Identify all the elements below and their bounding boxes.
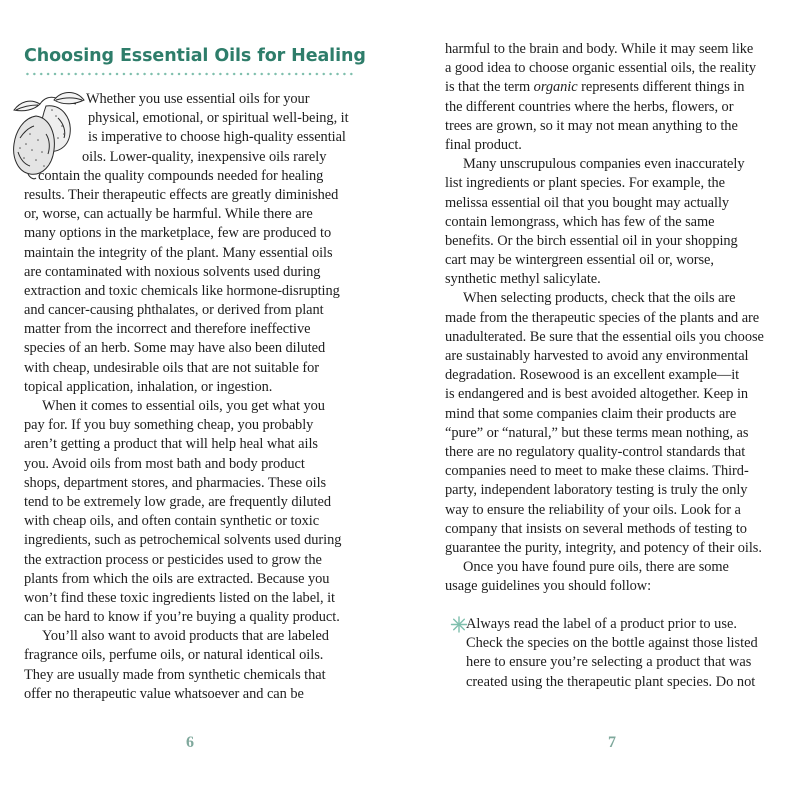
text-line: topical application, inhalation, or ingestion. bbox=[24, 378, 273, 395]
text-line: shops, department stores, and pharmacies. These oils bbox=[24, 474, 327, 491]
text-line: and cancer-causing phthalates, or derived from plant bbox=[24, 302, 324, 319]
text-line: made from the therapeutic species of the plants and are bbox=[445, 309, 760, 326]
text-line-organic bbox=[445, 78, 764, 97]
text-line: can be hard to know if you’re buying a quality product. bbox=[24, 609, 340, 626]
text-line: guarantee the purity, integrity, and potency of their oils. bbox=[445, 539, 762, 556]
text-fragment: is that the term bbox=[445, 79, 534, 96]
text-line: usage guidelines you should follow: bbox=[445, 578, 652, 595]
text-line: matter from the incorrect and therefore ineffective bbox=[24, 321, 311, 338]
text-line: extraction and toxic chemicals like hormone-disrupting bbox=[24, 282, 340, 299]
page-number-right: 7 bbox=[608, 734, 616, 751]
text-line: ingredients, such as petrochemical solvents used during bbox=[24, 532, 342, 549]
text-line: the different countries where the herbs, flowers, or bbox=[445, 98, 734, 115]
text-line: list ingredients or plant species. For example, the bbox=[445, 175, 726, 192]
text-line: degradation. Rosewood is an excellent example—it bbox=[445, 367, 740, 384]
dotted-rule bbox=[24, 72, 356, 76]
text-line: companies need to meet to make these claims. Third- bbox=[445, 463, 749, 480]
left-body-text bbox=[24, 90, 349, 704]
text-line: party, independent laboratory testing is truly the only bbox=[445, 482, 748, 499]
text-line: tend to be extremely low grade, are frequently diluted bbox=[24, 493, 331, 510]
text-line: with cheap, undesirable oils that are not suitable for bbox=[24, 359, 320, 376]
bullet-text-line: created using the therapeutic plant species. Do not bbox=[466, 673, 756, 690]
bullet-text-line: Check the species on the bottle against those listed bbox=[466, 635, 758, 652]
right-body-text bbox=[445, 40, 764, 596]
text-line: way to ensure the reliability of your oils. Look for a bbox=[445, 501, 741, 518]
text-line: fragrance oils, perfume oils, or natural identical oils. bbox=[24, 647, 324, 664]
text-line: synthetic methyl salicylate. bbox=[445, 271, 601, 288]
text-line: a good idea to choose organic essential oils, the reality bbox=[445, 60, 756, 77]
text-line: Many unscrupulous companies even inaccurately bbox=[463, 156, 745, 173]
text-line: You’ll also want to avoid products that are labeled bbox=[42, 628, 329, 645]
text-line: won’t find these toxic ingredients listed on the label, it bbox=[24, 589, 335, 606]
page-number-left: 6 bbox=[186, 734, 194, 751]
text-line: Whether you use essential oils for your bbox=[86, 91, 310, 107]
text-line: trees are grown, so it may not mean anything to the bbox=[445, 117, 738, 134]
italic-term: organic bbox=[533, 79, 578, 96]
text-line: maintain the integrity of the plant. Many essential oils bbox=[24, 244, 333, 261]
text-line: there are no regulatory quality-control standards that bbox=[445, 443, 746, 460]
text-line: “pure” or “natural,” but these terms mean nothing, as bbox=[445, 424, 749, 441]
text-line: is endangered and is best avoided altogether. Keep in bbox=[445, 386, 749, 403]
text-line: mind that some companies claim their products are bbox=[445, 405, 737, 422]
text-line: plants from which the oils are extracted. Because you bbox=[24, 570, 330, 587]
text-line: offer no therapeutic value whatsoever and can be bbox=[24, 685, 304, 702]
text-line: final product. bbox=[445, 136, 522, 153]
text-line: When selecting products, check that the oils are bbox=[463, 290, 736, 307]
text-line: cart may be wintergreen essential oil or, worse, bbox=[445, 252, 714, 269]
text-line: with cheap oils, and often contain synthetic or toxic bbox=[24, 513, 320, 530]
text-line: melissa essential oil that you bought may actually bbox=[445, 194, 730, 211]
text-fragment: represents different things in bbox=[577, 79, 745, 96]
text-line: benefits. Or the birch essential oil in your shopping bbox=[445, 232, 738, 249]
left-page bbox=[0, 0, 380, 800]
right-page bbox=[420, 0, 800, 800]
text-line: species of an herb. Some may have also been diluted bbox=[24, 340, 326, 357]
text-line: results. Their therapeutic effects are greatly diminished bbox=[24, 186, 339, 203]
text-line: contain the quality compounds needed for healing bbox=[38, 167, 324, 184]
text-line: are contaminated with noxious solvents used during bbox=[24, 263, 321, 280]
section-heading: Choosing Essential Oils for Healing bbox=[24, 46, 366, 66]
text-line: are sustainably harvested to avoid any environmental bbox=[445, 348, 749, 364]
text-line: company that insists on several methods of testing to bbox=[445, 520, 747, 537]
bullet-text-line: Always read the label of a product prior to use. bbox=[466, 616, 737, 632]
text-line: or, worse, can actually be harmful. While there are bbox=[24, 206, 313, 223]
text-line: They are usually made from synthetic chemicals that bbox=[24, 666, 326, 683]
text-line: the extraction process or pesticides used to grow the bbox=[24, 551, 322, 568]
text-line: pay for. If you buy something cheap, you probably bbox=[24, 417, 314, 434]
text-line: contain lemongrass, which has few of the same bbox=[445, 213, 715, 230]
text-line: many options in the marketplace, few are produced to bbox=[24, 225, 332, 242]
text-line: When it comes to essential oils, you get what you bbox=[42, 398, 325, 414]
bullet-text-line: here to ensure you’re selecting a product that was bbox=[466, 654, 752, 671]
text-line: is imperative to choose high-quality essential bbox=[88, 129, 346, 146]
text-line: unadulterated. Be sure that the essential oils you choose bbox=[445, 328, 764, 345]
text-line: you. Avoid oils from most bath and body product bbox=[24, 455, 305, 472]
text-line: Once you have found pure oils, there are some bbox=[463, 559, 729, 576]
text-line: oils. Lower-quality, inexpensive oils rarely bbox=[82, 148, 327, 165]
text-line: harmful to the brain and body. While it may seem like bbox=[445, 41, 754, 57]
text-line: aren’t getting a product that will help heal what ails bbox=[24, 436, 318, 453]
text-line: physical, emotional, or spiritual well-being, it bbox=[88, 110, 349, 127]
